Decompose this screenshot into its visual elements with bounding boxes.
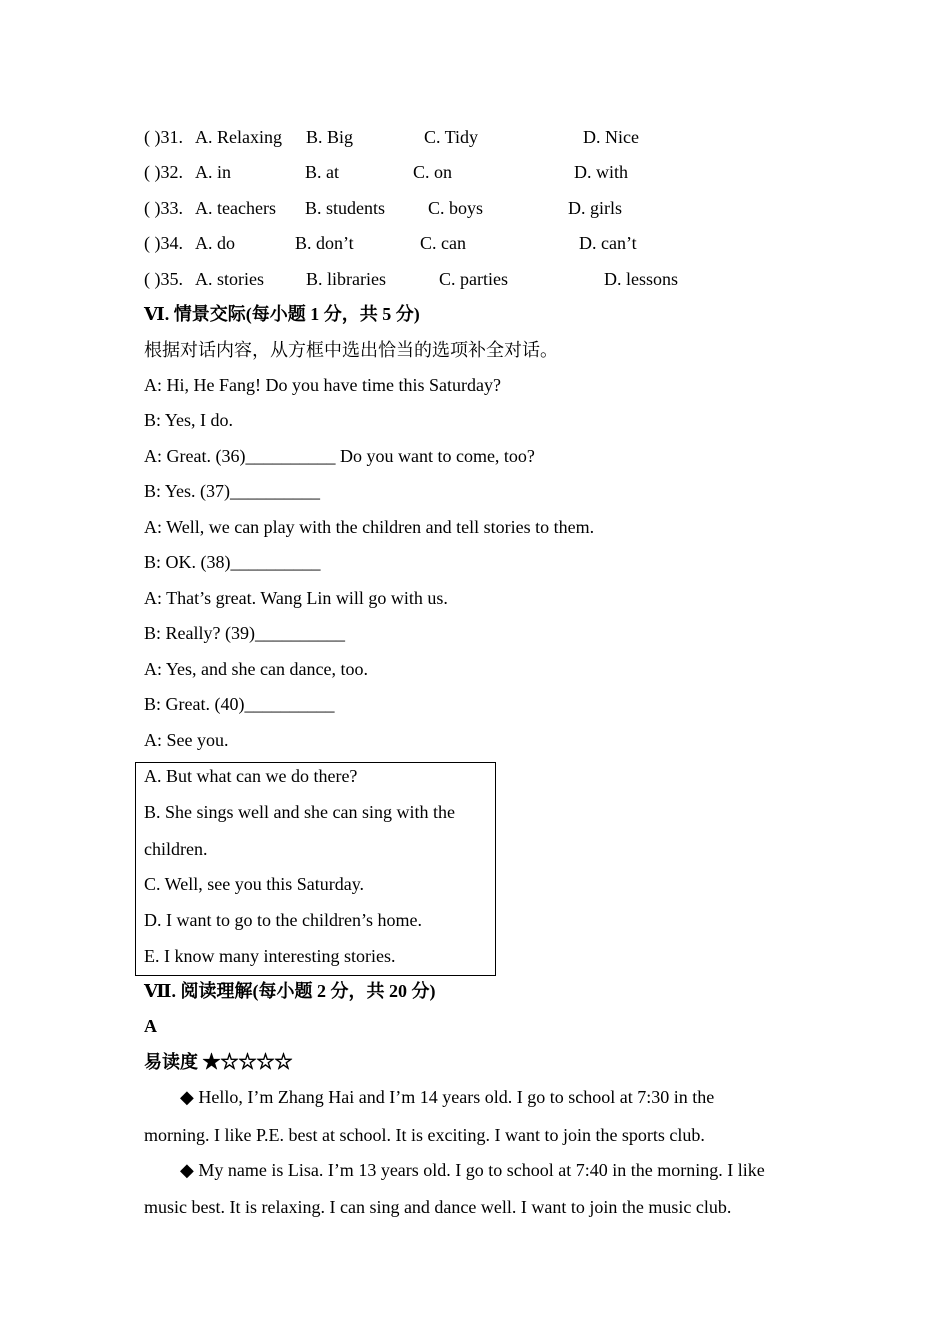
option-b: B. at	[305, 162, 339, 182]
box-option: B. She sings well and she can sing with the	[144, 802, 455, 822]
option-c: C. parties	[439, 269, 508, 289]
dialogue-line: B: OK. (38)__________	[144, 552, 321, 572]
option-a: A. stories	[195, 269, 264, 289]
option-d: D. Nice	[583, 127, 639, 147]
question-number: ( )32.	[144, 162, 183, 182]
option-a: A. in	[195, 162, 231, 182]
passage-line: music best. It is relaxing. I can sing and dance well. I want to join the music club.	[144, 1197, 732, 1217]
box-option: E. I know many interesting stories.	[144, 946, 396, 966]
difficulty-rating: 易读度 ★☆☆☆☆	[144, 1052, 293, 1072]
box-option: C. Well, see you this Saturday.	[144, 874, 365, 894]
question-number: ( )34.	[144, 233, 183, 253]
section-7-part: A	[144, 1016, 157, 1036]
option-d: D. lessons	[604, 269, 679, 289]
option-d: D. with	[574, 162, 628, 182]
option-d: D. can’t	[579, 233, 637, 253]
option-c: C. Tidy	[424, 127, 479, 147]
box-option: A. But what can we do there?	[144, 766, 358, 786]
passage-line: ◆ Hello, I’m Zhang Hai and I’m 14 years old. I go to school at 7:30 in the	[180, 1087, 715, 1107]
section-6-heading: Ⅵ. 情景交际(每小题 1 分，共 5 分)	[144, 304, 420, 324]
section-7-heading: Ⅶ. 阅读理解(每小题 2 分，共 20 分)	[144, 981, 436, 1001]
option-c: C. on	[413, 162, 453, 182]
option-c: C. can	[420, 233, 466, 253]
question-number: ( )31.	[144, 127, 183, 147]
section-6-instruction: 根据对话内容，从方框中选出恰当的选项补全对话。	[144, 340, 558, 360]
dialogue-line: B: Great. (40)__________	[144, 694, 335, 714]
question-number: ( )35.	[144, 269, 183, 289]
option-d: D. girls	[568, 198, 622, 218]
dialogue-line: A: Well, we can play with the children and tell stories to them.	[144, 517, 595, 537]
option-b: B. don’t	[295, 233, 354, 253]
dialogue-line: B: Yes, I do.	[144, 410, 234, 430]
option-b: B. Big	[306, 127, 354, 147]
dialogue-line: A: Yes, and she can dance, too.	[144, 659, 368, 679]
options-box	[135, 762, 496, 976]
dialogue-line: B: Yes. (37)__________	[144, 481, 321, 501]
question-number: ( )33.	[144, 198, 183, 218]
dialogue-line: B: Really? (39)__________	[144, 623, 345, 643]
option-b: B. students	[305, 198, 386, 218]
dialogue-line: A: See you.	[144, 730, 229, 750]
dialogue-line: A: Hi, He Fang! Do you have time this Saturday?	[144, 375, 501, 395]
passage-line: morning. I like P.E. best at school. It is exciting. I want to join the sports club.	[144, 1125, 705, 1145]
dialogue-line: A: Great. (36)__________ Do you want to come, too?	[144, 446, 535, 466]
box-option: D. I want to go to the children’s home.	[144, 910, 422, 930]
box-option: children.	[144, 839, 208, 859]
option-c: C. boys	[428, 198, 484, 218]
option-b: B. libraries	[306, 269, 386, 289]
option-a: A. do	[195, 233, 235, 253]
option-a: A. Relaxing	[195, 127, 282, 147]
dialogue-line: A: That’s great. Wang Lin will go with us.	[144, 588, 448, 608]
passage-line: ◆ My name is Lisa. I’m 13 years old. I go to school at 7:40 in the morning. I like	[180, 1160, 765, 1180]
option-a: A. teachers	[195, 198, 276, 218]
